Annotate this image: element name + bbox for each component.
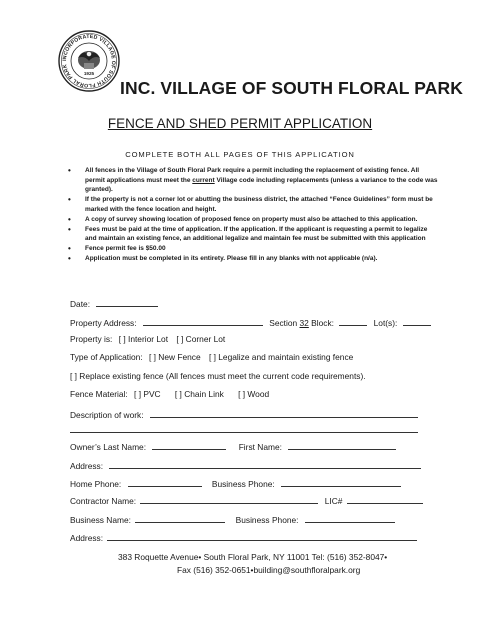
owner-last-name-label: Owner’s Last Name: bbox=[70, 442, 147, 452]
property-address-field[interactable] bbox=[143, 316, 263, 326]
license-label: LIC# bbox=[324, 496, 343, 506]
description-row bbox=[70, 408, 418, 421]
owner-address-label: Address: bbox=[70, 461, 104, 471]
business-name-label: Business Name: bbox=[70, 515, 131, 525]
contractor-name-field[interactable] bbox=[140, 494, 318, 504]
business-row bbox=[70, 513, 395, 526]
first-name-label: First Name: bbox=[238, 442, 282, 452]
chain-link-checkbox[interactable]: [ ] Chain Link bbox=[174, 389, 224, 399]
legalize-checkbox[interactable]: [ ] Legalize and maintain existing fence bbox=[208, 352, 354, 362]
block-label: Block: bbox=[311, 318, 334, 328]
application-type-row bbox=[70, 352, 353, 363]
footer-address: 383 Roquette Avenue• South Floral Park, NY 11001 Tel: (516) 352-8047• bbox=[118, 552, 388, 562]
business-phone-2-field[interactable] bbox=[305, 513, 395, 523]
form-title: FENCE AND SHED PERMIT APPLICATION bbox=[107, 116, 373, 131]
business-phone-label: Business Phone: bbox=[211, 479, 275, 489]
village-name: INC. VILLAGE OF SOUTH FLORAL PARK bbox=[120, 78, 463, 98]
home-phone-field[interactable] bbox=[128, 477, 202, 487]
new-fence-checkbox[interactable]: [ ] New Fence bbox=[148, 352, 201, 362]
requirement-item: • Application must be completed in its entirety. Please fill in any blanks with not applicable (n/a). bbox=[68, 254, 438, 264]
interior-lot-checkbox[interactable]: [ ] Interior Lot bbox=[118, 334, 169, 344]
replace-fence-checkbox[interactable]: [ ] Replace existing fence (All fences must meet the current code requirements). bbox=[70, 371, 366, 381]
village-seal-logo bbox=[58, 30, 120, 92]
contractor-address-field[interactable] bbox=[107, 531, 417, 541]
block-field[interactable] bbox=[339, 316, 367, 326]
section-value[interactable]: 32 bbox=[299, 318, 309, 328]
property-address-row bbox=[70, 316, 431, 329]
license-field[interactable] bbox=[347, 494, 423, 504]
contractor-address-row bbox=[70, 531, 417, 544]
owner-row bbox=[70, 440, 396, 453]
date-row bbox=[70, 297, 158, 310]
requirement-item: • All fences in the Village of South Floral Park require a permit including the replacement of existing fence. All permit applications must meet the current Village code including replacements (unless a variance to the code was granted). bbox=[68, 166, 438, 195]
wood-checkbox[interactable]: [ ] Wood bbox=[238, 389, 270, 399]
corner-lot-checkbox[interactable]: [ ] Corner Lot bbox=[176, 334, 226, 344]
requirements-list bbox=[68, 166, 438, 264]
pvc-checkbox[interactable]: [ ] PVC bbox=[134, 389, 161, 399]
seal-year: 1925 bbox=[83, 71, 95, 76]
requirement-item: • Fence permit fee is $50.00 bbox=[68, 244, 438, 254]
business-name-field[interactable] bbox=[135, 513, 225, 523]
contractor-address-label: Address: bbox=[70, 533, 104, 543]
requirement-item: • A copy of survey showing location of proposed fence on property must also be attached to this application. bbox=[68, 215, 438, 225]
phone-row bbox=[70, 477, 401, 490]
property-is-label: Property is: bbox=[70, 334, 113, 344]
owner-last-name-field[interactable] bbox=[152, 440, 226, 450]
lots-label: Lot(s): bbox=[373, 318, 398, 328]
application-type-label: Type of Application: bbox=[70, 352, 143, 362]
requirement-item: • If the property is not a corner lot or abutting the business district, the attached “Fence Guidelines” form must be marked with the fence location and height. bbox=[68, 195, 438, 214]
business-phone-field[interactable] bbox=[281, 477, 401, 487]
property-address-label: Property Address: bbox=[70, 318, 137, 328]
description-field[interactable] bbox=[150, 408, 418, 418]
eagle-emblem bbox=[78, 51, 100, 69]
current-emphasis: current bbox=[192, 176, 215, 184]
home-phone-label: Home Phone: bbox=[70, 479, 122, 489]
section-label: Section bbox=[269, 318, 298, 328]
business-phone-2-label: Business Phone: bbox=[235, 515, 299, 525]
date-label: Date: bbox=[70, 299, 91, 309]
lots-field[interactable] bbox=[403, 316, 431, 326]
instructions-heading: COMPLETE BOTH ALL PAGES OF THIS APPLICATION bbox=[125, 150, 355, 159]
contractor-row bbox=[70, 494, 423, 507]
seal-ring-text: INCORPORATED VILLAGE OF SOUTH FLORAL PARK bbox=[61, 33, 117, 89]
fence-material-row bbox=[70, 389, 269, 400]
first-name-field[interactable] bbox=[288, 440, 396, 450]
requirement-item: • Fees must be paid at the time of application. If the application. If the applicant is requesting a permit to legalize and maintain an existing fence, an additional legalize and maintain fee must be submitted with this application bbox=[68, 225, 438, 244]
owner-address-row bbox=[70, 459, 421, 472]
description-label: Description of work: bbox=[70, 410, 144, 420]
date-field[interactable] bbox=[96, 297, 158, 307]
replace-row bbox=[70, 371, 366, 382]
footer-contact: Fax (516) 352-0651•building@southfloralpark.org bbox=[177, 565, 361, 575]
fence-material-label: Fence Material: bbox=[70, 389, 128, 399]
owner-address-field[interactable] bbox=[109, 459, 421, 469]
description-extra-line[interactable] bbox=[70, 432, 418, 433]
property-type-row bbox=[70, 334, 225, 345]
contractor-name-label: Contractor Name: bbox=[70, 496, 137, 506]
